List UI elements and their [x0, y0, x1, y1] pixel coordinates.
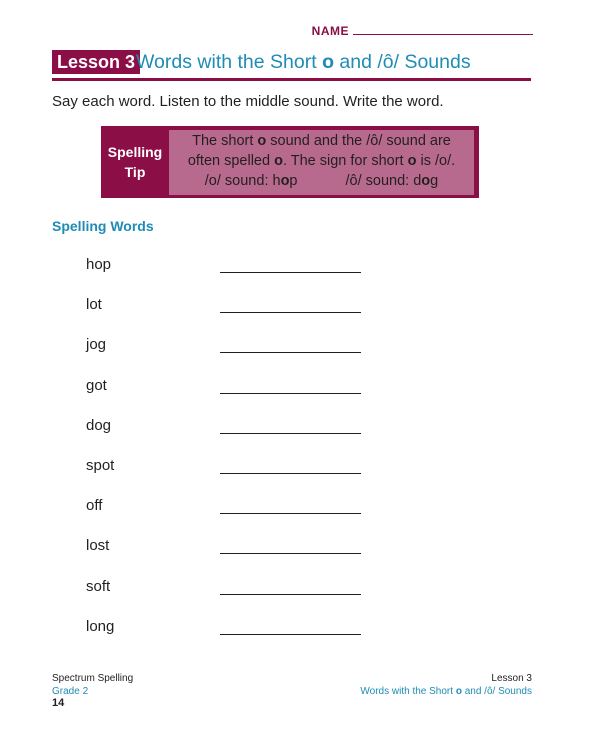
word-row	[0, 457, 600, 497]
word-row	[0, 377, 600, 417]
tip-text: /o/ sound: h	[204, 173, 281, 189]
answer-line[interactable]	[220, 594, 361, 595]
tip-text: /ô/ sound: d	[345, 173, 422, 189]
tip-letter: o	[257, 133, 267, 149]
word-row	[0, 296, 600, 336]
spelling-tip-label	[101, 126, 169, 198]
lesson-header	[52, 48, 530, 78]
lesson-title-part: Words with the Short	[136, 51, 323, 73]
spelling-tip-body	[169, 130, 474, 195]
lesson-title	[136, 49, 471, 75]
spelling-word: dog	[86, 416, 112, 434]
spelling-word: long	[86, 617, 115, 635]
tip-text: The short	[192, 133, 258, 149]
tip-label-line: Spelling	[107, 144, 163, 160]
section-title: Spelling Words	[52, 218, 154, 234]
name-write-line[interactable]	[353, 25, 533, 35]
tip-line	[169, 151, 474, 171]
lesson-badge: Lesson 3	[52, 50, 140, 74]
footer-lesson-title	[360, 685, 532, 698]
footer-lesson: Lesson 3	[491, 673, 532, 684]
tip-text: p	[289, 173, 298, 189]
tip-line	[169, 131, 474, 151]
word-row	[0, 618, 600, 658]
word-row	[0, 578, 600, 618]
footer-left	[52, 672, 133, 698]
spelling-word: soft	[86, 577, 111, 595]
header-rule	[52, 78, 531, 81]
answer-line[interactable]	[220, 272, 361, 273]
footer-title-letter: o	[455, 686, 462, 697]
answer-line[interactable]	[220, 393, 361, 394]
answer-line[interactable]	[220, 312, 361, 313]
tip-text: often spelled	[187, 153, 275, 169]
word-row	[0, 256, 600, 296]
tip-example-o-circumflex	[346, 171, 439, 191]
spelling-word: jog	[86, 336, 107, 354]
tip-text: g	[430, 173, 439, 189]
footer-grade: Grade 2	[52, 686, 89, 697]
spelling-word: hop	[86, 256, 112, 273]
word-row	[0, 417, 600, 457]
tip-example-short-o	[205, 171, 298, 191]
answer-line[interactable]	[220, 553, 361, 554]
tip-text: sound and the /ô/ sound are	[266, 133, 451, 149]
word-row	[0, 336, 600, 376]
footer-title-part: Words with the Short	[360, 686, 456, 697]
answer-line[interactable]	[220, 634, 361, 635]
tip-text: is /o/.	[416, 153, 456, 169]
tip-letter: o	[280, 173, 290, 189]
answer-line[interactable]	[220, 352, 361, 353]
footer-book-title: Spectrum Spelling	[52, 673, 134, 684]
word-row	[0, 537, 600, 577]
tip-label-line: Tip	[124, 164, 146, 180]
answer-line[interactable]	[220, 473, 361, 474]
name-field	[0, 22, 533, 40]
name-label: NAME	[311, 24, 349, 38]
tip-letter: o	[274, 153, 283, 169]
lesson-title-part: and /ô/ Sounds	[333, 51, 471, 73]
spelling-word: lot	[86, 296, 102, 314]
spelling-tip-box	[101, 126, 479, 198]
footer-right	[360, 672, 532, 698]
answer-line[interactable]	[220, 433, 361, 434]
instruction-text: Say each word. Listen to the middle sound. Write the word.	[52, 93, 444, 110]
tip-letter: o	[407, 153, 417, 169]
tip-text: . The sign for short	[282, 153, 408, 169]
word-row	[0, 497, 600, 537]
answer-line[interactable]	[220, 513, 361, 514]
spelling-word: lost	[86, 537, 110, 555]
spelling-word: spot	[86, 456, 115, 474]
lesson-title-letter: o	[322, 51, 334, 73]
footer-title-part: and /ô/ Sounds	[461, 686, 532, 697]
spelling-word: off	[86, 497, 103, 515]
page-number: 14	[52, 697, 65, 709]
word-list	[0, 256, 600, 658]
spelling-word: got	[86, 376, 107, 394]
tip-examples	[169, 171, 474, 191]
tip-letter: o	[421, 173, 431, 189]
